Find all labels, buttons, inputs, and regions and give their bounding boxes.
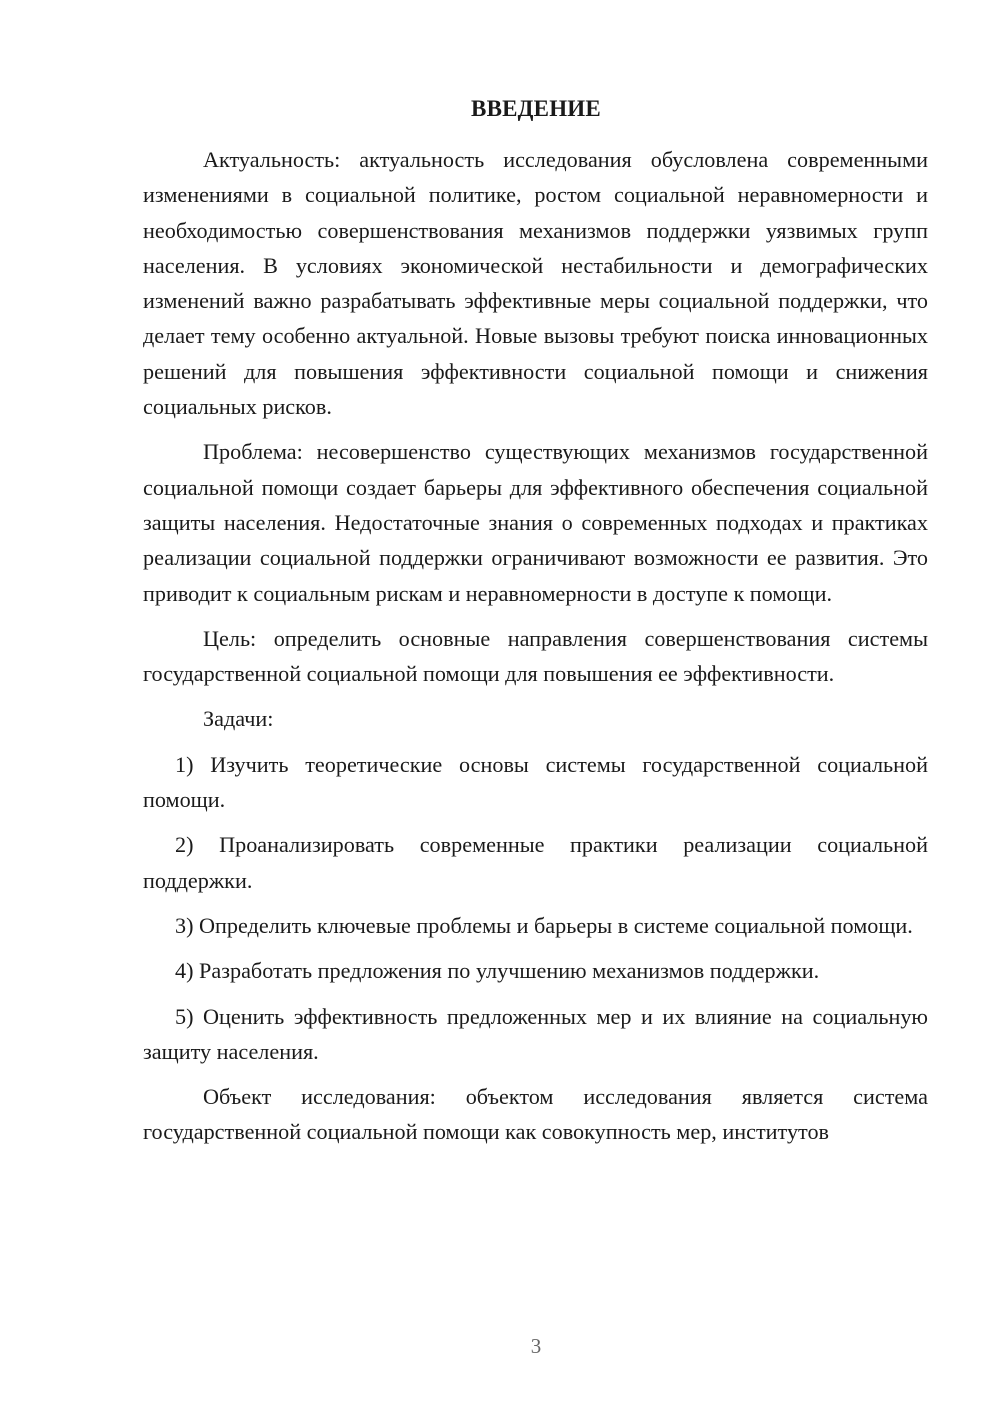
- task-item-2: 2) Проанализировать современные практики реализации социальной поддержки.: [143, 832, 928, 893]
- page-number: 3: [530, 1334, 542, 1358]
- document-body: [143, 142, 928, 1150]
- relevance-paragraph: Актуальность: актуальность исследования обусловлена современными изменениями в социальной политике, ростом социальной неравномерности и необходимостью совершенствования механизмов поддержки уязвимых групп населения. В условиях экономической нестабильности и демографических изменений важно разрабатывать эффективные меры социальной поддержки, что делает тему особенно актуальной. Новые вызовы требуют поиска инновационных решений для повышения эффективности социальной помощи и снижения социальных рисков.: [143, 147, 928, 420]
- task-item-3: 3) Определить ключевые проблемы и барьеры в системе социальной помощи.: [175, 912, 913, 938]
- problem-paragraph: Проблема: несовершенство существующих механизмов государственной социальной помощи создает барьеры для эффективного обеспечения социальной защиты населения. Недостаточные знания о современных подходах и практиках реализации социальной поддержки ограничивают возможности ее развития. Это приводит к социальным рискам и неравномерности в доступе к помощи.: [143, 439, 928, 606]
- task-item-1: 1) Изучить теоретические основы системы государственной социальной помощи.: [143, 751, 928, 813]
- goal-paragraph: Цель: определить основные направления совершенствования системы государственной социальной помощи для повышения ее эффективности.: [143, 625, 928, 687]
- task-item-5: 5) Оценить эффективность предложенных мер и их влияние на социальную защиту населения.: [143, 1003, 928, 1064]
- page-title: ВВЕДЕНИЕ: [471, 96, 601, 121]
- task-item-4: 4) Разработать предложения по улучшению механизмов поддержки.: [175, 958, 820, 984]
- object-paragraph: Объект исследования: объектом исследования является система государственной социальной помощи как совокупность мер, институтов: [143, 1084, 928, 1145]
- tasks-heading: Задачи:: [203, 706, 274, 732]
